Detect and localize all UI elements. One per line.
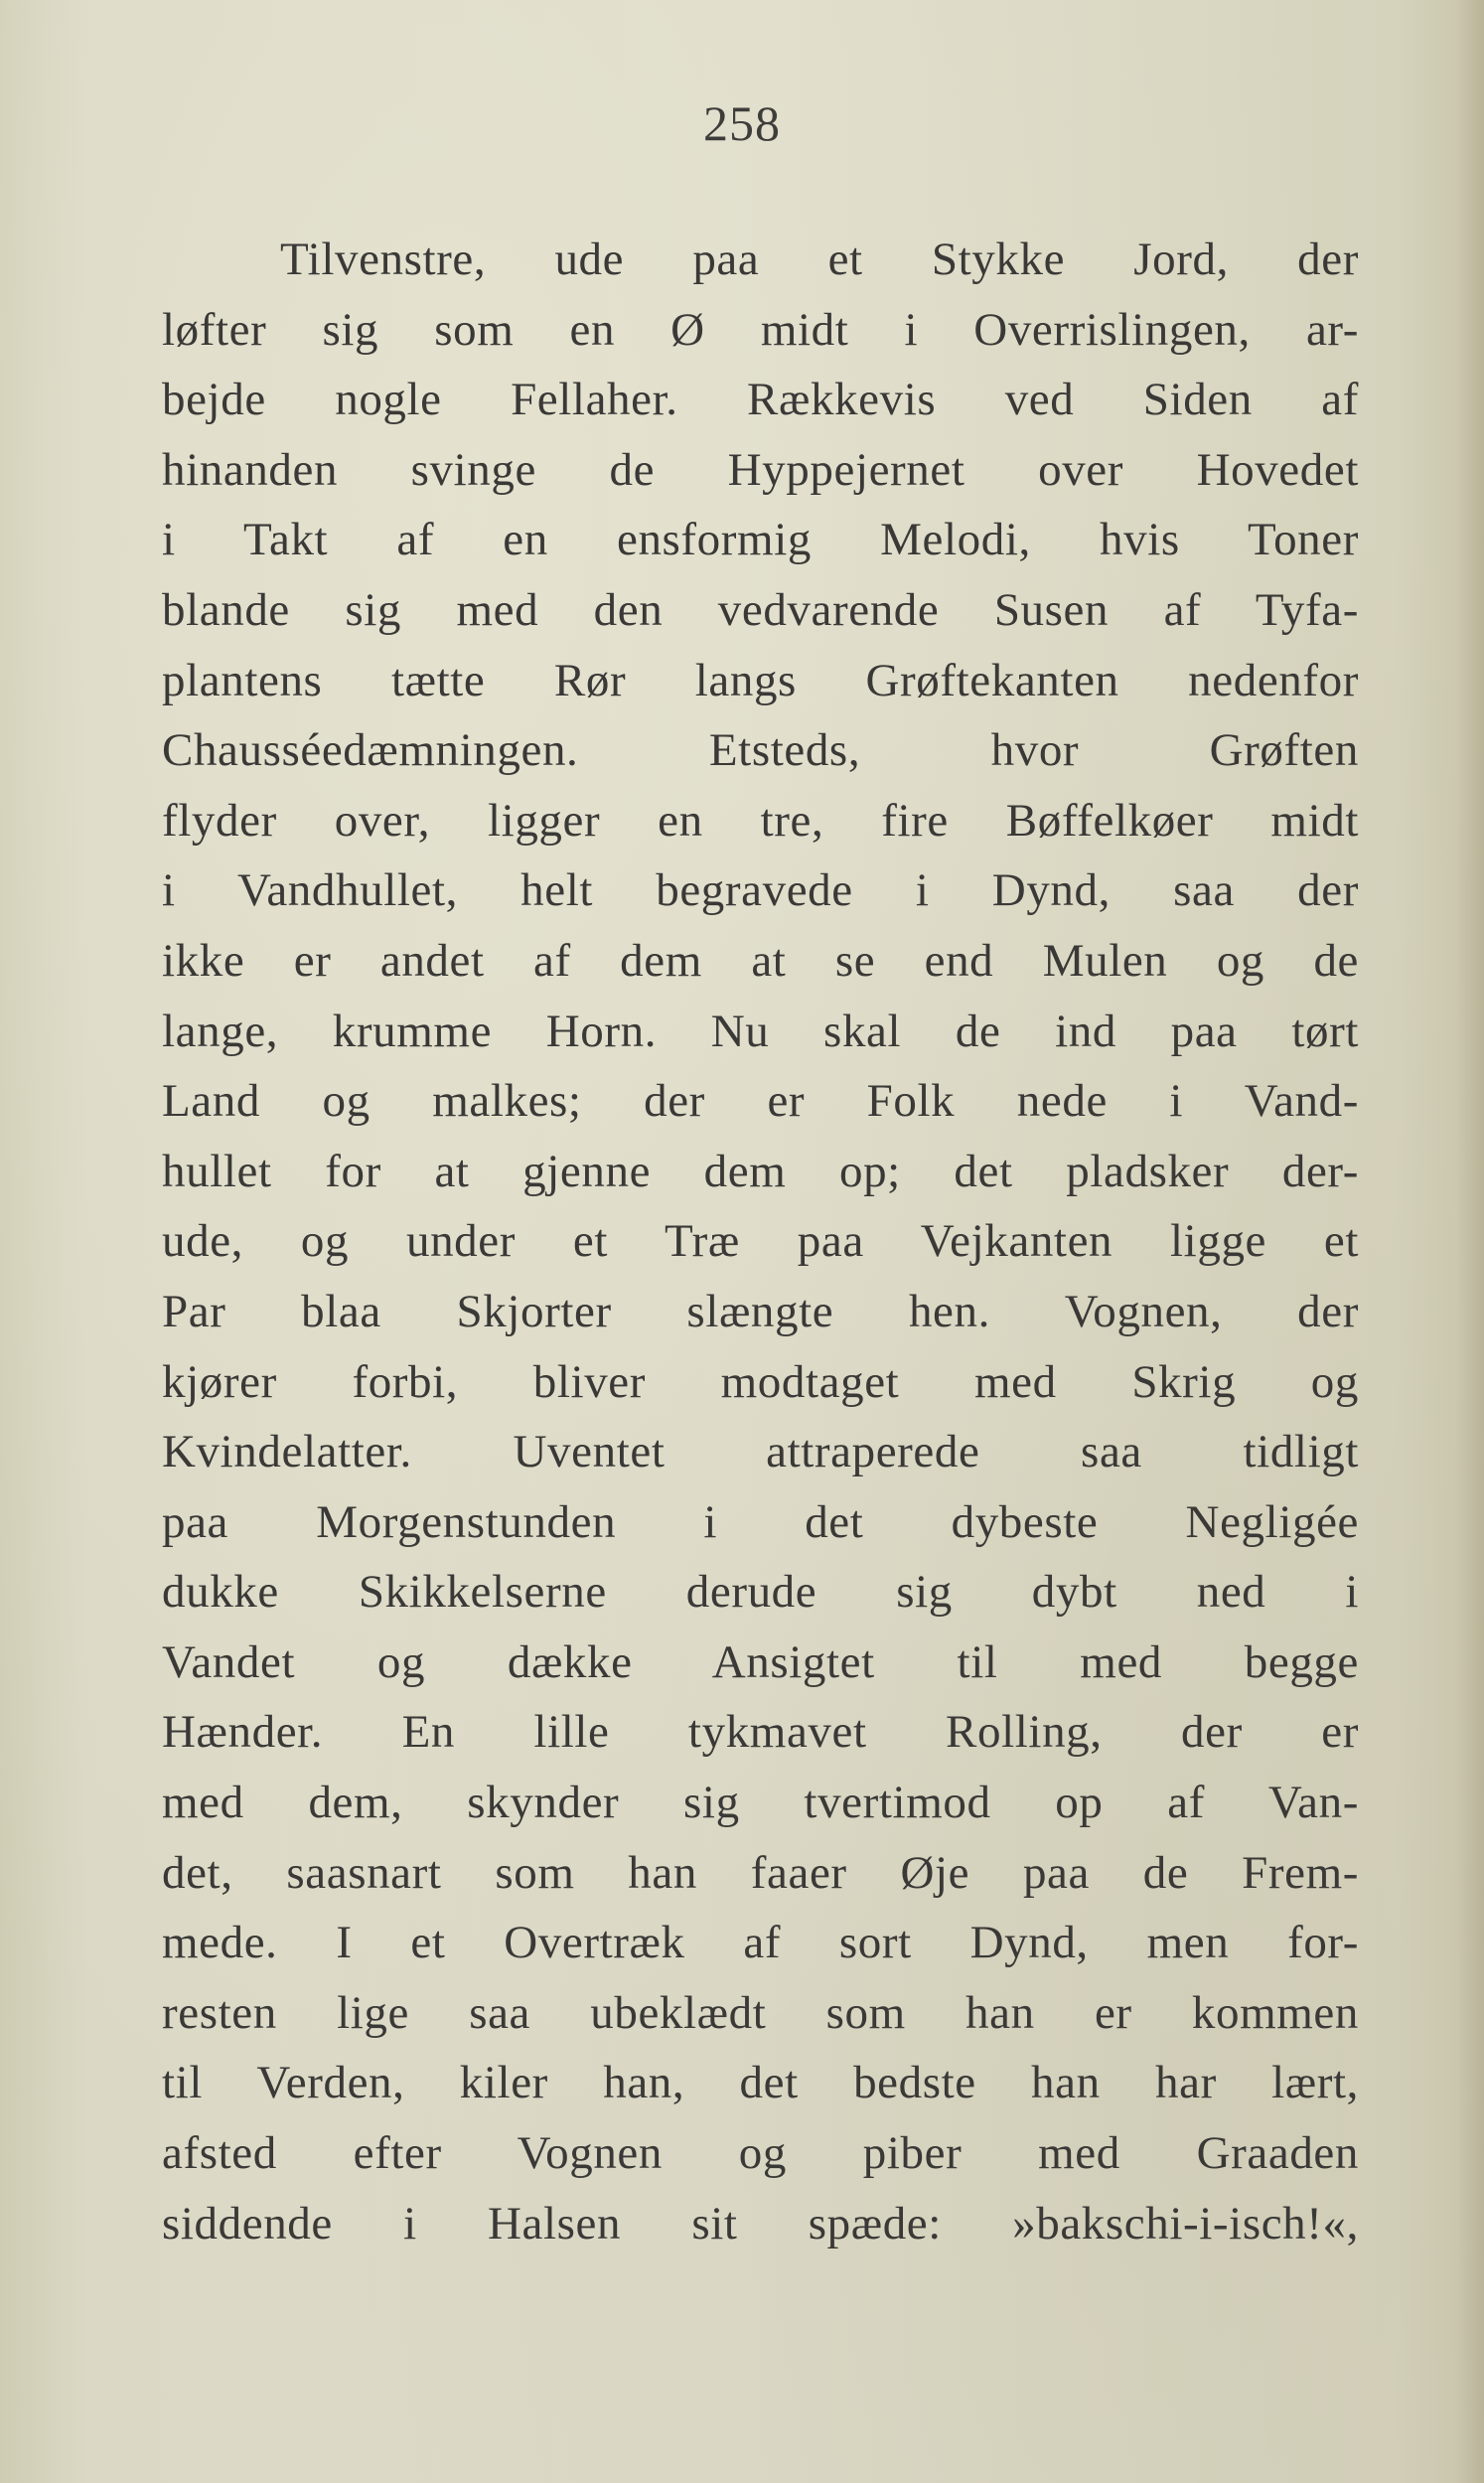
text-line: det, saasnart som han faaer Øje paa de Frem- bbox=[162, 1846, 1359, 1899]
text-line: plantens tætte Rør langs Grøftekanten nedenfor bbox=[162, 654, 1359, 706]
text-line: løfter sig som en Ø midt i Overrislingen, ar- bbox=[162, 303, 1359, 356]
text-line: Tilvenstre, ude paa et Stykke Jord, der bbox=[280, 233, 1359, 285]
body-text bbox=[162, 225, 1359, 2258]
text-line: flyder over, ligger en tre, fire Bøffelkøer midt bbox=[162, 794, 1359, 847]
text-line: Chausséedæmningen. Etsteds, hvor Grøften bbox=[162, 724, 1359, 777]
text-line: i Vandhullet, helt begravede i Dynd, saa der bbox=[162, 864, 1359, 917]
text-line: lange, krumme Horn. Nu skal de ind paa tørt bbox=[162, 1005, 1359, 1057]
text-line: i Takt af en ensformig Melodi, hvis Toner bbox=[162, 514, 1359, 566]
text-line: resten lige saa ubeklædt som han er kommen bbox=[162, 1986, 1359, 2039]
text-line: bejde nogle Fellaher. Rækkevis ved Siden af bbox=[162, 374, 1359, 426]
text-line: Kvindelatter. Uventet attraperede saa tidligt bbox=[162, 1426, 1359, 1478]
text-line: dukke Skikkelserne derude sig dybt ned i bbox=[162, 1566, 1359, 1619]
text-line: ude, og under et Træ paa Vejkanten ligge et bbox=[162, 1215, 1359, 1268]
text-line: Vandet og dække Ansigtet til med begge bbox=[162, 1635, 1359, 1688]
page-number: 258 bbox=[703, 95, 781, 151]
text-line: til Verden, kiler han, det bedste han har lært, bbox=[162, 2057, 1359, 2109]
text-line: Hænder. En lille tykmavet Rolling, der er bbox=[162, 1706, 1359, 1759]
text-line: ikke er andet af dem at se end Mulen og de bbox=[162, 934, 1359, 987]
page-edge-shadow bbox=[1456, 0, 1484, 2483]
text-line: mede. I et Overtræk af sort Dynd, men for- bbox=[162, 1917, 1359, 1969]
text-line: blande sig med den vedvarende Susen af Tyfa- bbox=[162, 583, 1359, 636]
text-line: siddende i Halsen sit spæde: »bakschi-i-isch!«, bbox=[162, 2197, 1359, 2250]
text-line: hullet for at gjenne dem op; det pladsker der- bbox=[162, 1145, 1359, 1197]
text-line: med dem, skynder sig tvertimod op af Van- bbox=[162, 1777, 1359, 1829]
text-line: afsted efter Vognen og piber med Graaden bbox=[162, 2127, 1359, 2180]
text-line: kjører forbi, bliver modtaget med Skrig og bbox=[162, 1355, 1359, 1408]
text-line: hinanden svinge de Hyppejernet over Hovedet bbox=[162, 443, 1359, 496]
text-line: Land og malkes; der er Folk nede i Vand- bbox=[162, 1075, 1359, 1128]
text-line: paa Morgenstunden i det dybeste Negligée bbox=[162, 1495, 1359, 1548]
text-line: Par blaa Skjorter slængte hen. Vognen, der bbox=[162, 1285, 1359, 1337]
